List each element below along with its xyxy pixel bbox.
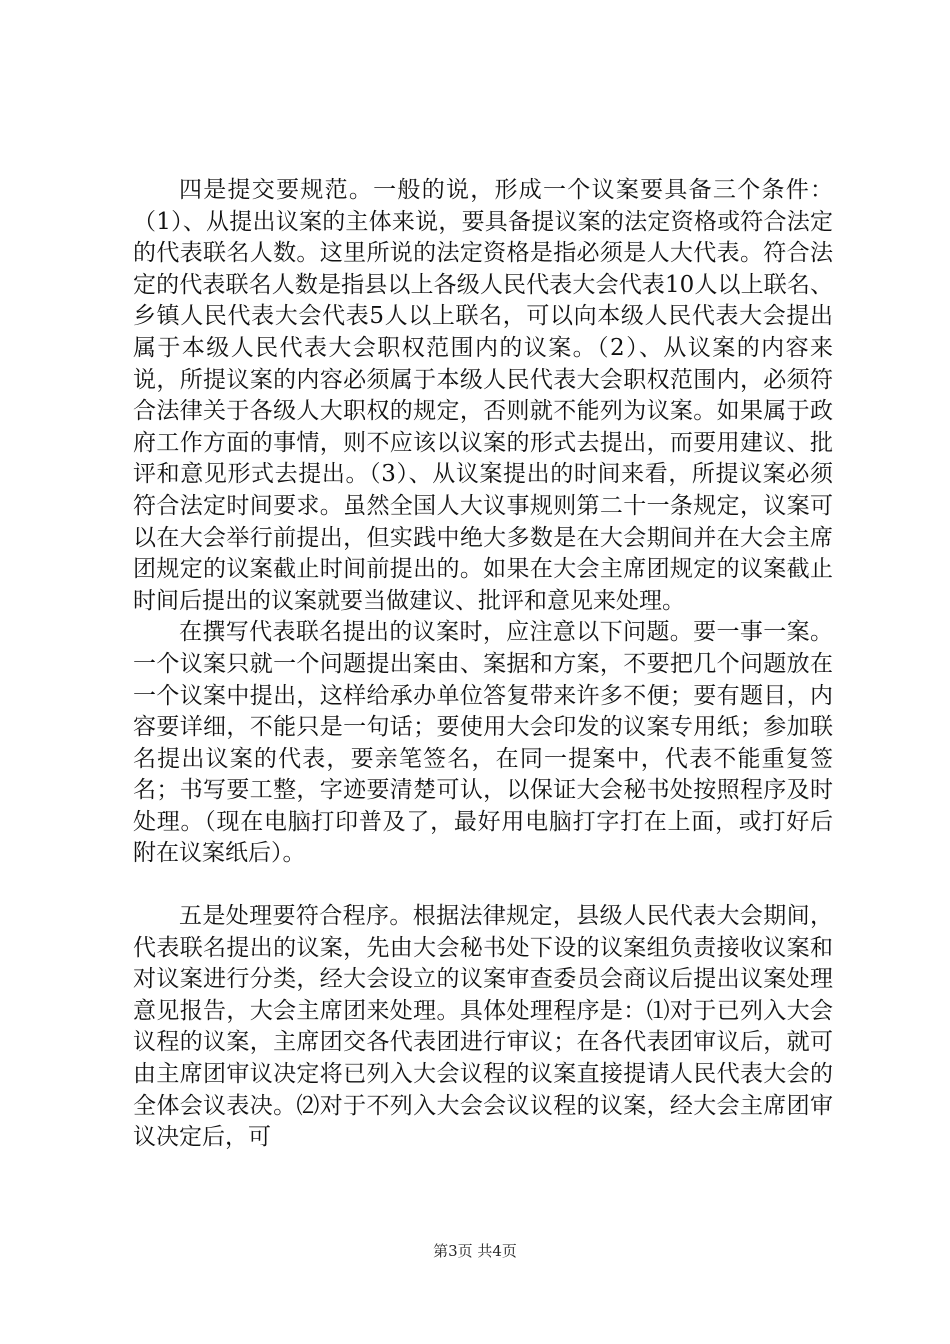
document-body (133, 175, 833, 1154)
paragraph-processing: 五是处理要符合程序。根据法律规定，县级人民代表大会期间，代表联名提出的议案，先由大会秘书处下设的议案组负责接收议案和对议案进行分类，经大会设立的议案审查委员会商议后提出议案处理意见报告，大会主席团来处理。具体处理程序是：⑴对于已列入大会议程的议案，主席团交各代表团进行审议；在各代表团审议后，就可由主席团审议决定将已列入大会议程的议案直接提请人民代表大会的全体会议表决。⑵对于不列入大会会议议程的议案，经大会主席团审议决定后，可 (133, 903, 833, 1151)
page-number-footer: 第3页 共4页 (433, 1242, 517, 1260)
paragraph-submission: 四是提交要规范。一般的说，形成一个议案要具备三个条件：（1）、从提出议案的主体来说，要具备提议案的法定资格或符合法定的代表联名人数。这里所说的法定资格是指必须是人大代表。符合法定的代表联名人数是指县以上各级人民代表大会代表10人以上联名、乡镇人民代表大会代表5人以上联名，可以向本级人民代表大会提出属于本级人民代表大会职权范围内的议案。（2）、从议案的内容来说，所提议案的内容必须属于本级人民代表大会职权范围内，必须符合法律关于各级人大职权的规定，否则就不能列为议案。如果属于政府工作方面的事情，则不应该以议案的形式去提出，而要用建议、批评和意见形式去提出。（3）、从议案提出的时间来看，所提议案必须符合法定时间要求。虽然全国人大议事规则第二十一条规定，议案可以在大会举行前提出，但实践中绝大多数是在大会期间并在大会主席团规定的议案截止时间前提出的。如果在大会主席团规定的议案截止时间后提出的议案就要当做建议、批评和意见来处理。 (133, 177, 833, 614)
paragraph-drafting-notes: 在撰写代表联名提出的议案时，应注意以下问题。要一事一案。一个议案只就一个问题提出案由、案据和方案，不要把几个问题放在一个议案中提出，这样给承办单位答复带来许多不便；要有题目，内容要详细，不能只是一句话；要使用大会印发的议案专用纸；参加联名提出议案的代表，要亲笔签名，在同一提案中，代表不能重复签名；书写要工整，字迹要清楚可认，以保证大会秘书处按照程序及时处理。（现在电脑打印普及了，最好用电脑打字打在上面，或打好后附在议案纸后）。 (133, 619, 833, 867)
